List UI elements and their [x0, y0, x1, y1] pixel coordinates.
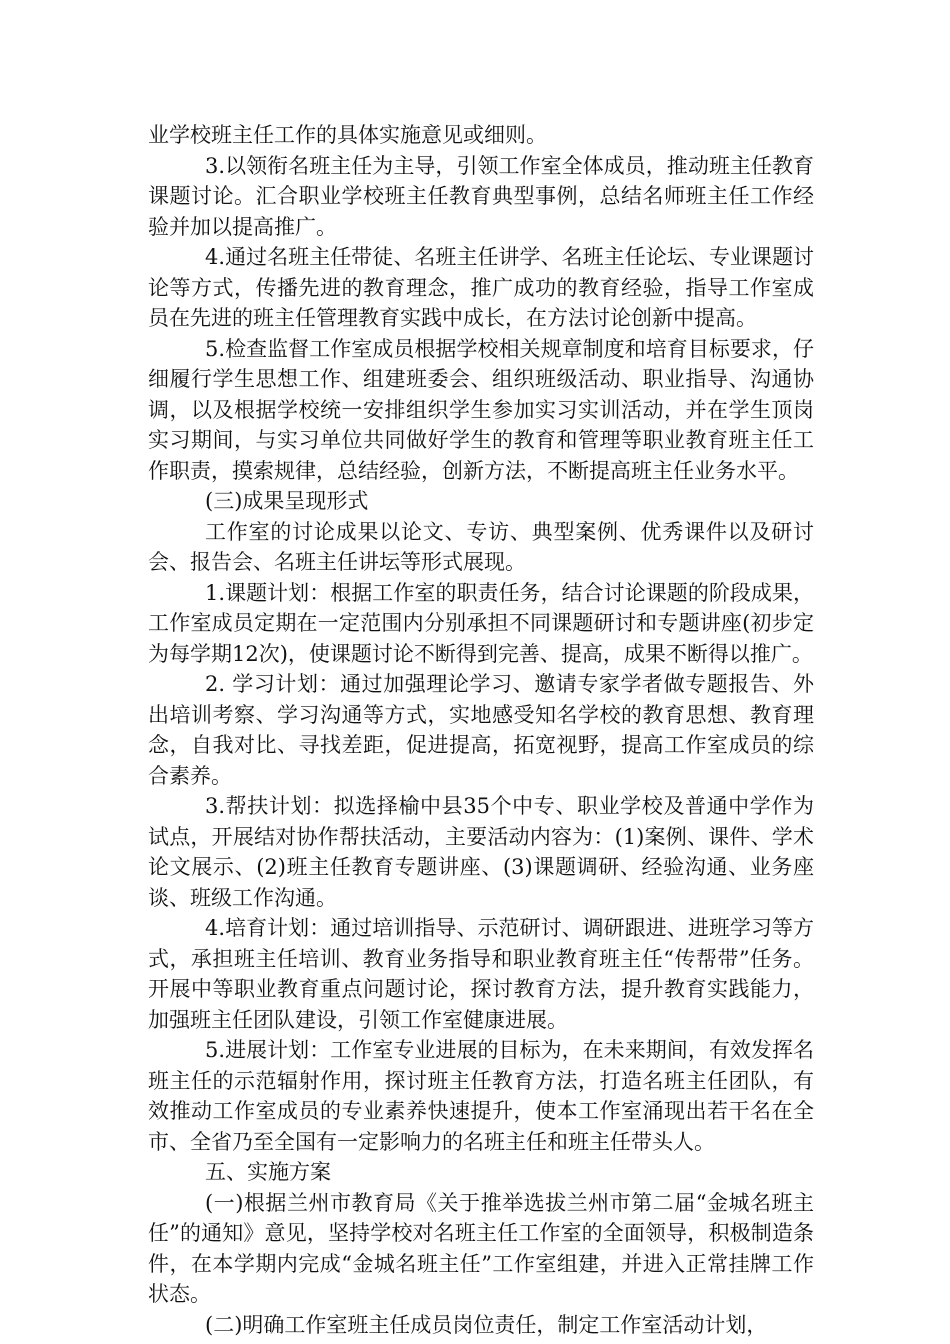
section-heading-outcomes: (三)成果呈现形式	[205, 489, 369, 513]
paragraph-13: (一)根据兰州市教育局《关于推举选拔兰州市第二届“金城名班主任”的通知》意见，坚持学校对名班主任工作室的全面领导，积极制造条件，在本学期内完成“金城名班主任”工作室组建，并进入正常挂牌工作状态。	[148, 1190, 814, 1306]
paragraph-9: 3.帮扶计划：拟选择榆中县35个中专、职业学校及普通中学作为试点，开展结对协作帮扶活动，主要活动内容为：(1)案例、课件、学术论文展示、(2)班主任教育专题讲座、(3)课题调研、经验沟通、业务座谈、班级工作沟通。	[148, 794, 814, 910]
section-heading-implementation: 五、实施方案	[205, 1160, 331, 1184]
paragraph-1: 业学校班主任工作的具体实施意见或细则。	[148, 123, 547, 147]
paragraph-6: 工作室的讨论成果以论文、专访、典型案例、优秀课件以及研讨会、报告会、名班主任讲坛等形式展现。	[148, 519, 814, 574]
paragraph-10: 4.培育计划：通过培训指导、示范研讨、调研跟进、进班学习等方式，承担班主任培训、教育业务指导和职业教育班主任“传帮带”任务。开展中等职业教育重点问题讨论，探讨教育方法，提升教育实践能力，加强班主任团队建设，引领工作室健康进展。	[148, 916, 814, 1032]
paragraph-11: 5.进展计划：工作室专业进展的目标为，在未来期间，有效发挥名班主任的示范辐射作用，探讨班主任教育方法，打造名班主任团队，有效推动工作室成员的专业素养快速提升，使本工作室涌现出若干名在全市、全省乃至全国有一定影响力的名班主任和班主任带头人。	[148, 1038, 814, 1154]
paragraph-14: (二)明确工作室班主任成员岗位责任，制定工作室活动计划，	[205, 1312, 768, 1337]
document-body	[148, 120, 814, 1340]
paragraph-8: 2. 学习计划：通过加强理论学习、邀请专家学者做专题报告、外出培训考察、学习沟通等方式，实地感受知名学校的教育思想、教育理念，自我对比、寻找差距，促进提高，拓宽视野，提高工作室成员的综合素养。	[148, 672, 814, 788]
paragraph-7: 1.课题计划：根据工作室的职责任务，结合讨论课题的阶段成果，工作室成员定期在一定范围内分别承担不同课题研讨和专题讲座(初步定为每学期12次)，使课题讨论不断得到完善、提高，成果不断得以推广。	[148, 580, 814, 666]
paragraph-2: 3.以领衔名班主任为主导，引领工作室全体成员，推动班主任教育课题讨论。汇合职业学校班主任教育典型事例，总结名师班主任工作经验并加以提高推广。	[148, 153, 814, 239]
paragraph-4: 5.检查监督工作室成员根据学校相关规章制度和培育目标要求，仔细履行学生思想工作、组建班委会、组织班级活动、职业指导、沟通协调，以及根据学校统一安排组织学生参加实习实训活动，并在学生顶岗实习期间，与实习单位共同做好学生的教育和管理等职业教育班主任工作职责，摸索规律，总结经验，创新方法，不断提高班主任业务水平。	[148, 336, 814, 483]
paragraph-3: 4.通过名班主任带徒、名班主任讲学、名班主任论坛、专业课题讨论等方式，传播先进的教育理念，推广成功的教育经验，指导工作室成员在先进的班主任管理教育实践中成长，在方法讨论创新中提高。	[148, 245, 814, 330]
